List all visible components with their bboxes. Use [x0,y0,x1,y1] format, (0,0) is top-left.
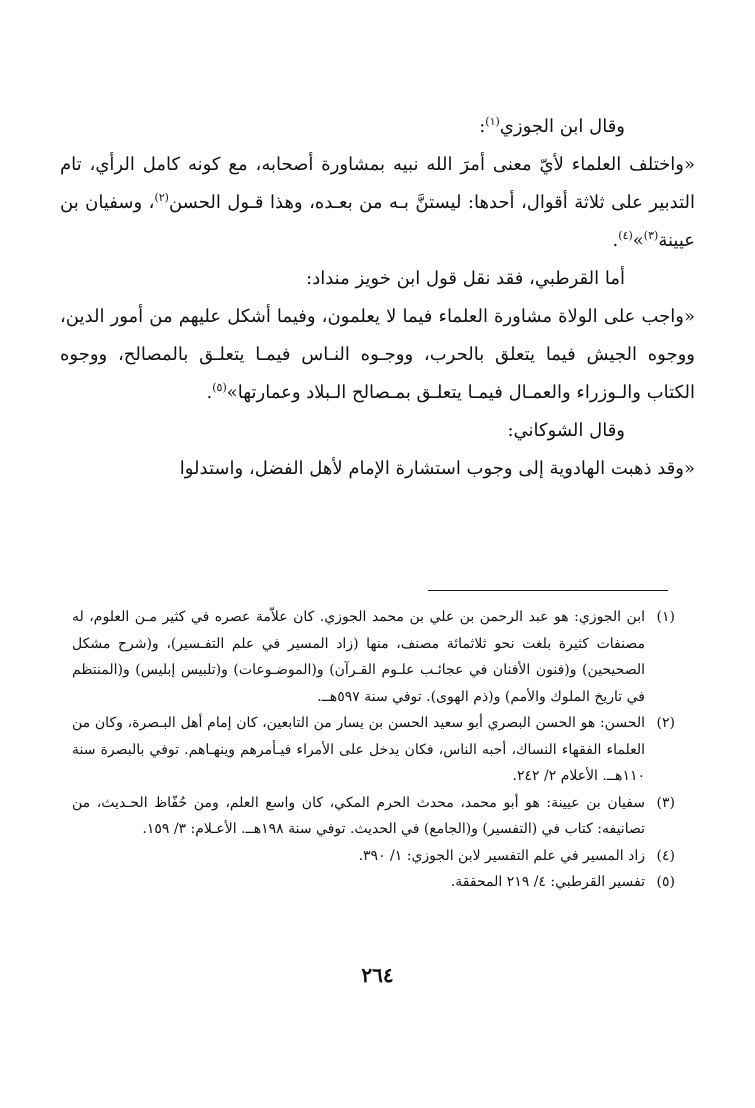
footnote-4 [72,843,675,870]
footnote-text: سفيان بن عيينة: هو أبو محمد، محدث الحرم المكي، كان واسع العلم، ومن حُفّاظ الحـديث، من تصانيفه: كتاب في (التفسير) و(الجامع) في الحديث. توفي سنة ١٩٨هــ. الأعـلام: ٣/ ١٥٩. [72,794,645,837]
footnote-text: زاد المسير في علم التفسير لابن الجوزي: ١/ ٣٩٠. [358,847,645,864]
paragraph-1: وقال ابن الجوزي$^{(١)}$: [479,115,625,137]
footnote-text: ابن الجوزي: هو عبد الرحمن بن علي بن محمد الجوزي. كان علاّمة عصره في كثير مـن العلوم، له مصنفات كثيرة بلغت نحو ثلاثمائة مصنف، منها (زاد المسير في علم التفـسير)، و(شرح مشكل الصحيحين) و(فنون الأفنان في عجائـب علـوم القـرآن) و(الموضـوعات) و(تلبيس إبليس) و(المنتظم في تاريخ الملوك والأمم) و(ذم الهوى). توفي سنة ٥٩٧هــ. [72,609,645,705]
footnotes [72,604,675,896]
paragraph-3: أما القرطبي، فقد نقل قول ابن خويز منداد: [306,268,625,289]
main-text [60,108,695,488]
quote-al-qurtubi: «واجب على الولاة مشاورة العلماء فيما لا يعلمون، وفيما أشكل عليهم من أمور الدين، ووجوه الجيش فيما يتعلق بالحرب، ووجـوه النـاس فيمـا يتعلـق بالمصالح، ووجوه الكتاب والـوزراء والعمـال فيمـا يتعلـق بمـصالح الـبلاد وعمارتها»$^{(٥)}$. [60,306,695,403]
footnote-number: (٤) [656,847,675,864]
footnote-number: (٥) [656,874,675,890]
footnote-ref-5[interactable]: (٥) [212,381,227,394]
quote-ibn-al-jawzi: «واختلف العلماء لأيّ معنى أمرَ الله نبيه بمشاورة أصحابه، مع كونه كامل الرأي، تام التدبير على ثلاثة أقوال، أحدها: ليستنَّ بـه من بعـده، وهذا قـول الحسن$^{(٢)}$، وسفيان بن عيينة$^{(٣)}$»$^{(٤)}$. [60,154,695,251]
footnote-number: (٣) [656,794,675,811]
footnote-number: (٢) [656,715,675,731]
footnote-ref-1[interactable]: (١) [485,115,500,128]
quote-al-shawkani: «وقد ذهبت الهادوية إلى وجوب استشارة الإمام لأهل الفضل، واستدلوا [179,458,695,479]
footnote-3 [72,790,675,843]
footnote-text: الحسن: هو الحسن البصري أبو سعيد الحسن بن يسار من التابعين، كان إمام أهل البـصرة، وكان من العلماء الفقهاء النساك، أحبه الناس، فكان يدخل على الأمراء فيـأمرهم وينهـاهم. توفي بالبصرة سنة ١١٠هــ. الأعلام ٢/ ٢٤٢. [72,715,645,784]
footnote-ref-4[interactable]: (٤) [618,229,633,242]
footnote-5 [72,869,675,896]
footnote-1 [72,604,675,710]
footnote-text: تفسير القرطبي: ٤/ ٢١٩ المحققة. [450,874,645,890]
paragraph-5: وقال الشوكاني: [507,420,625,441]
footnote-2 [72,710,675,790]
footnote-ref-2[interactable]: (٢) [154,191,169,204]
footnote-number: (١) [656,609,675,625]
footnote-separator [428,590,668,591]
page-number: ٢٦٤ [361,963,394,987]
footnote-ref-3[interactable]: (٣) [643,229,659,242]
